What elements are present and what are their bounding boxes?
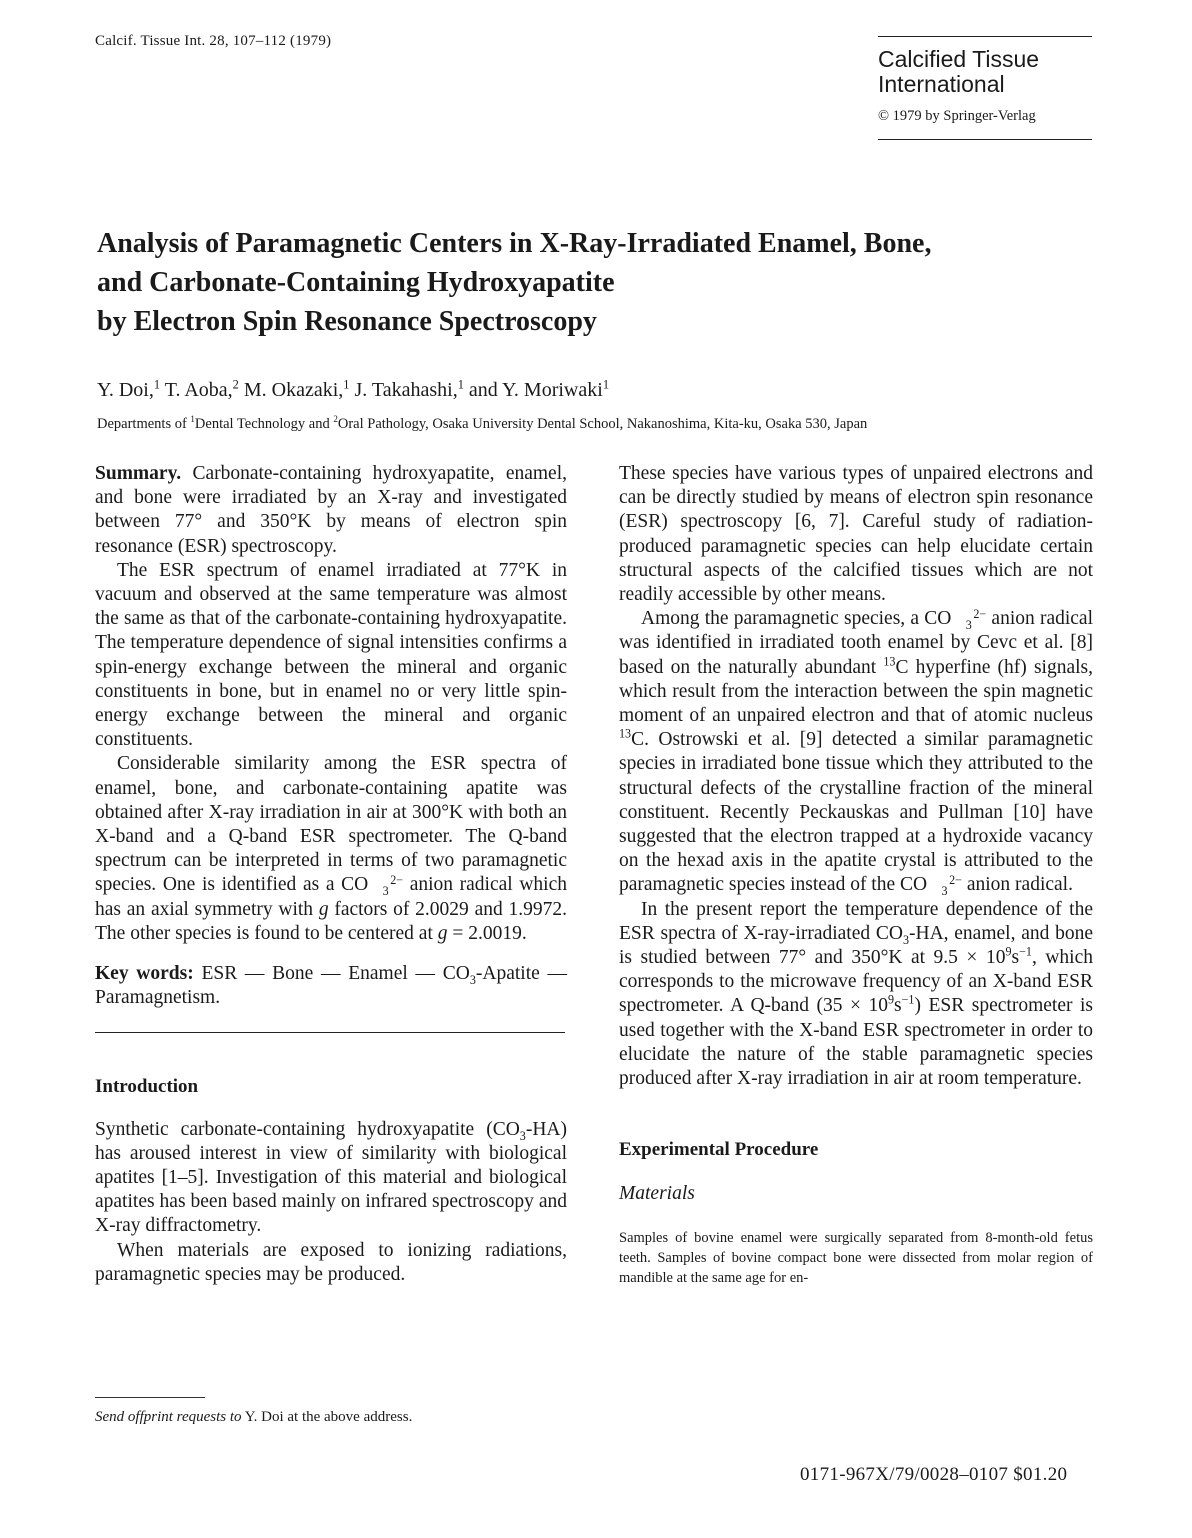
- running-head-citation: Calcif. Tissue Int. 28, 107–112 (1979): [95, 33, 332, 49]
- summary-paragraph-1: Summary. Carbonate-containing hydroxyapatite, enamel, and bone were irradiated by an X-ray and investigated between 77° and 350°K by means of electron spin resonance (ESR) spectroscopy.: [95, 463, 567, 557]
- keywords-label: Key words:: [95, 963, 194, 985]
- author: J. Takahashi,$^1$: [354, 377, 464, 401]
- author: T. Aoba,$^2$: [164, 377, 239, 401]
- section-divider: [95, 1032, 565, 1033]
- right-paragraph-2: Among the paramagnetic species, a CO 2− 3 anion radical was identified in irradiated tooth enamel by Cevc et al. [8] based on the naturally abundant $^{13}$C hyperfine (hf) signals, which result from the interaction between the spin magnetic moment of an unpaired electron and that of atomic nucleus $^{13}$C. Ostrowski et al. [9] detected a similar paramagnetic species in irradiated bone tissue which they attributed to the structural defects of the crystalline fraction of the mineral constituent. Recently Peckauskas and Pullman [10] have suggested that the electron trapped at a hydroxide vacancy on the hexad axis in the apatite crystal is attributed to the paramagnetic species instead of the CO 2− 3 anion radical.: [619, 606, 1093, 898]
- experimental-heading: Experimental Procedure: [619, 1139, 819, 1161]
- left-column: [95, 462, 567, 1287]
- author-list: [97, 379, 609, 402]
- summary-label: Summary.: [95, 463, 182, 484]
- title-line-2: and Carbonate-Containing Hydroxyapatite: [97, 267, 615, 298]
- introduction-paragraph-1: Synthetic carbonate-containing hydroxyapatite $(CO_3-HA)$ has aroused interest in view of similarity with biological apatites [1–5]. Investigation of this material and biological apatites has been based mainly on infrared spectroscopy and X-ray diffractometry.: [95, 1118, 567, 1237]
- keywords: Key words: ESR — Bone — Enamel — $CO_3$-Apatite — Paramagnetism.: [95, 963, 568, 1009]
- title-line-3: by Electron Spin Resonance Spectroscopy: [97, 306, 597, 337]
- affiliation: Departments of $^1$Dental Technology and $^2$Oral Pathology, Osaka University Dental School, Nakanoshima, Kita-ku, Osaka 530, Japan: [97, 414, 868, 432]
- journal-top-rule: [878, 36, 1092, 37]
- right-paragraph-1: These species have various types of unpaired electrons and can be directly studied by means of electron spin resonance (ESR) spectroscopy [6, 7]. Careful study of radiation-produced paramagnetic species can help elucidate certain structural aspects of the calcified tissues which are not readily accessible by other means.: [619, 463, 1093, 606]
- summary-paragraph-3: Considerable similarity among the ESR spectra of enamel, bone, and carbonate-containing apatite was obtained after X-ray irradiation in air at 300°K with both an X-band and a Q-band ESR spectrometer. The Q-band spectrum can be interpreted in terms of two paramagnetic species. One is identified as a CO 2− 3 anion radical which has an axial symmetry with g factors of 2.0029 and 1.9972. The other species is found to be centered at g = 2.0019.: [95, 753, 567, 944]
- introduction-paragraph-2: When materials are exposed to ionizing radiations, paramagnetic species may be produced.: [95, 1239, 567, 1285]
- author: Y. Doi,$^1$: [97, 377, 161, 401]
- journal-name-line2: International: [878, 71, 1005, 97]
- article-title: [97, 224, 1057, 341]
- journal-box: [878, 36, 1092, 140]
- journal-name-line1: Calcified Tissue: [878, 46, 1040, 72]
- footnote-rule: [95, 1397, 205, 1398]
- materials-subheading: Materials: [619, 1183, 695, 1205]
- materials-paragraph: Samples of bovine enamel were surgically separated from 8-month-old fetus teeth. Samples of bovine compact bone were dissected from molar region of mandible at the same age for en-: [619, 1229, 1093, 1286]
- author: M. Okazaki,$^1$: [243, 377, 350, 401]
- summary-paragraph-2: The ESR spectrum of enamel irradiated at 77°K in vacuum and observed at the same temperature was almost the same as that of the carbonate-containing hydroxyapatite. The temperature dependence of signal intensities confirms a spin-energy exchange between the mineral and organic constituents in bone, but in enamel no or very little spin-energy exchange between the mineral and organic constituents.: [95, 559, 567, 751]
- journal-name: [878, 47, 1092, 97]
- author: and Y. Moriwaki$^1$: [468, 377, 610, 401]
- introduction-heading: Introduction: [95, 1076, 199, 1098]
- footnote: Send offprint requests to Y. Doi at the above address.: [95, 1409, 413, 1425]
- journal-bottom-rule: [878, 139, 1092, 140]
- right-paragraph-3: In the present report the temperature dependence of the ESR spectra of X-ray-irradiated $CO_3-HA$, enamel, and bone is studied between 77° and 350°K at $9.5 \times 10^9s^{-1}$, which corresponds to the microwave frequency of an X-band ESR spectrometer. A Q-band $(35 \times 10^9s^{-1})$ ESR spectrometer is used together with the X-band ESR spectrometer in order to elucidate the nature of the stable paramagnetic species produced after X-ray irradiation in air at room temperature.: [619, 898, 1093, 1090]
- article-code: 0171-967X/79/0028–0107 $01.20: [800, 1464, 1068, 1485]
- journal-copyright: © 1979 by Springer-Verlag: [878, 108, 1036, 124]
- title-line-1: Analysis of Paramagnetic Centers in X-Ray-Irradiated Enamel, Bone,: [97, 228, 932, 259]
- right-column: [619, 462, 1093, 1288]
